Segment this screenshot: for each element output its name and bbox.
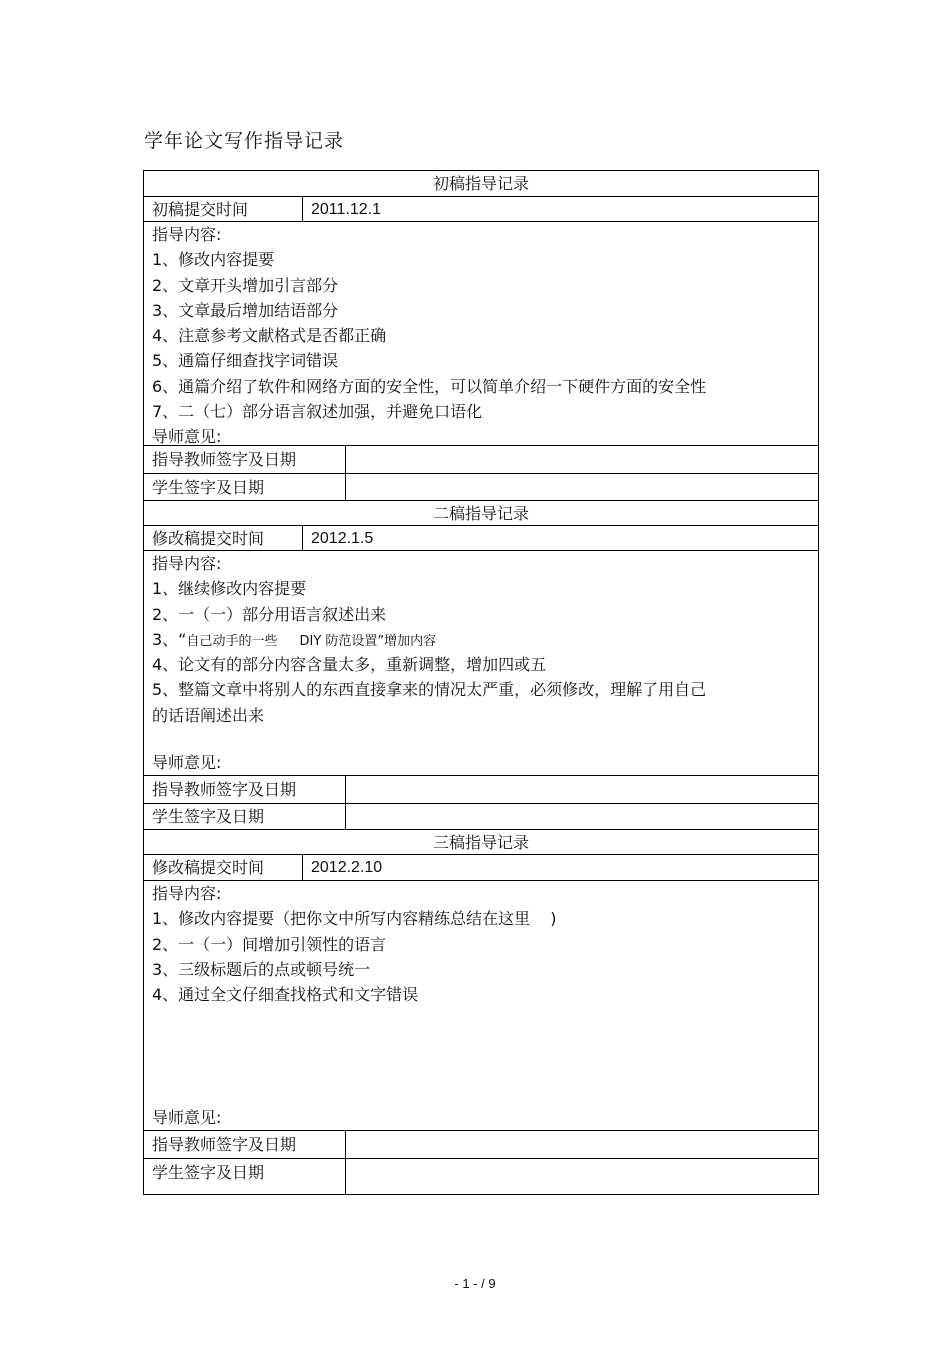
section-2-heading-row: [144, 501, 818, 526]
opinion-label: 导师意见:: [152, 1108, 222, 1127]
section-heading: 初稿指导记录: [432, 174, 529, 193]
guidance-item: 2、文章开头增加引言部分: [152, 275, 339, 295]
submit-date: 2012.1.5: [311, 529, 374, 547]
guidance-item: 1、继续修改内容提要: [152, 579, 307, 599]
section-2-student-sign-row: [144, 804, 818, 830]
submit-time-label: 初稿提交时间: [144, 197, 303, 221]
guidance-item: 2、一（一）部分用语言叙述出来: [152, 604, 387, 624]
submit-date: 2011.12.1: [311, 200, 381, 218]
page-number: - 1 - / 9: [454, 1276, 496, 1291]
guidance-item: 1、修改内容提要（把你文中所写内容精练总结在这里 ): [152, 909, 557, 929]
guidance-item: 4、通过全文仔细查找格式和文字错误: [152, 985, 419, 1005]
section-1-submit-row: [144, 197, 818, 222]
teacher-sign-value: [346, 776, 818, 803]
section-3-teacher-sign-row: [144, 1131, 818, 1159]
guidance-record-table: [143, 170, 819, 1195]
guidance-item: 的话语阐述出来: [152, 705, 265, 725]
opinion-label: 导师意见:: [152, 427, 222, 447]
guidance-item: 3、文章最后增加结语部分: [152, 300, 339, 320]
guidance-item: 3、三级标题后的点或顿号统一: [152, 959, 371, 979]
guidance-content: [152, 551, 810, 728]
guidance-content: [152, 222, 810, 450]
section-1-guidance-row: [144, 222, 818, 446]
student-sign-value: [346, 804, 818, 829]
teacher-sign-value: [346, 1131, 818, 1158]
section-1-teacher-sign-row: [144, 446, 818, 474]
document-title: 学年论文写作指导记录: [144, 130, 345, 152]
guidance-label: 指导内容:: [152, 225, 222, 244]
guidance-item: 4、注意参考文献格式是否都正确: [152, 326, 387, 346]
teacher-sign-label: 指导教师签字及日期: [144, 446, 346, 473]
student-sign-value: [346, 1159, 818, 1194]
submit-date: 2012.2.10: [311, 859, 383, 876]
guidance-item: 2、一（一）间增加引领性的语言: [152, 934, 387, 954]
guidance-label: 指导内容:: [152, 884, 222, 903]
guidance-item: 6、通篇介绍了软件和网络方面的安全性，可以简单介绍一下硬件方面的安全性: [152, 376, 707, 396]
submit-time-label: 修改稿提交时间: [144, 855, 303, 880]
section-3-guidance-row: [144, 881, 818, 1131]
guidance-item: 1、修改内容提要: [152, 250, 275, 270]
section-1-heading-row: [144, 171, 818, 197]
guidance-item: 5、通篇仔细查找字词错误: [152, 351, 339, 371]
section-2-submit-row: [144, 526, 818, 551]
section-3-heading-row: [144, 830, 818, 855]
guidance-item: 7、二（七）部分语言叙述加强，并避免口语化: [152, 402, 483, 422]
teacher-sign-label: 指导教师签字及日期: [144, 776, 346, 803]
guidance-content: [152, 881, 810, 1007]
guidance-label: 指导内容:: [152, 554, 222, 573]
student-sign-label: 学生签字及日期: [144, 1159, 346, 1194]
section-2-teacher-sign-row: [144, 776, 818, 804]
section-heading: 二稿指导记录: [432, 503, 529, 523]
guidance-item: 3、“自己动手的一些 DIY 防范设置”增加内容: [152, 629, 437, 649]
submit-time-label: 修改稿提交时间: [144, 526, 303, 550]
section-3-student-sign-row: [144, 1159, 818, 1194]
student-sign-label: 学生签字及日期: [144, 804, 346, 829]
guidance-item: 5、整篇文章中将别人的东西直接拿来的情况太严重，必须修改，理解了用自己: [152, 680, 707, 700]
opinion-label: 导师意见:: [152, 753, 222, 772]
student-sign-label: 学生签字及日期: [144, 474, 346, 500]
section-1-student-sign-row: [144, 474, 818, 501]
section-2-guidance-row: [144, 551, 818, 776]
section-heading: 三稿指导记录: [432, 832, 529, 852]
student-sign-value: [346, 474, 818, 500]
teacher-sign-value: [346, 446, 818, 473]
teacher-sign-label: 指导教师签字及日期: [144, 1131, 346, 1158]
guidance-item: 4、论文有的部分内容含量太多，重新调整，增加四或五: [152, 655, 547, 675]
section-3-submit-row: [144, 855, 818, 881]
